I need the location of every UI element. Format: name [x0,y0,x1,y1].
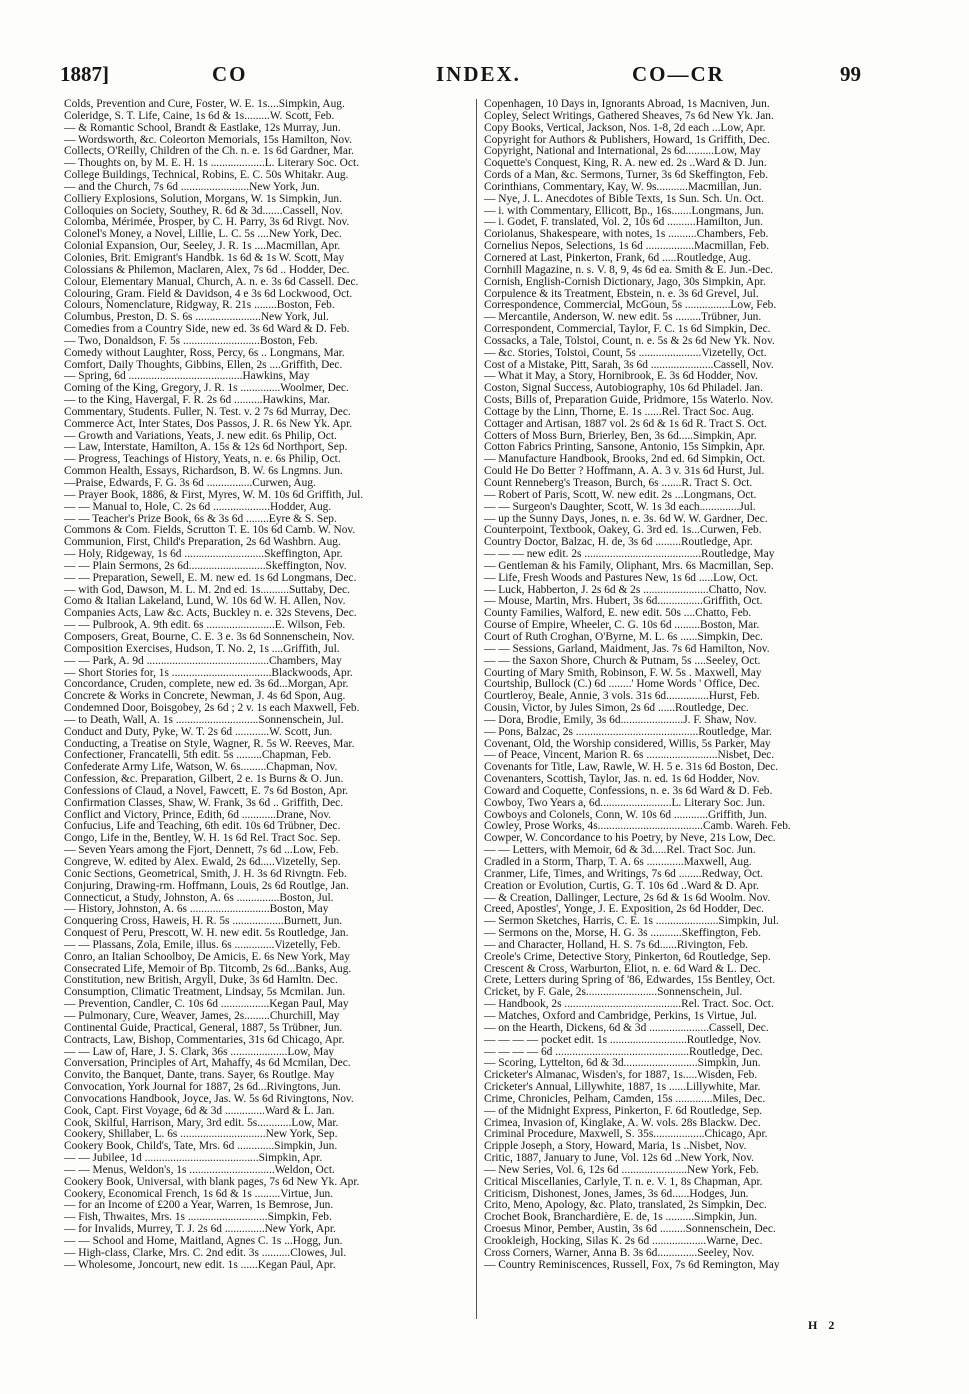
index-entry: Cords of a Man, &c. Sermons, Turner, 3s 6d Skeffington, Feb. [484,170,769,182]
index-entry: Coquette's Conquest, King, R. A. new ed. 2s ..Ward & D. Jun. [484,158,767,170]
index-entry: Consecrated Life, Memoir of Bp. Titcomb, 2s 6d...Banks, Aug. [64,963,352,975]
index-entry: — Gentleman & his Family, Oliphant, Mrs. 6s Macmillan, Sep. [484,560,774,572]
index-entry: — of Peace, Vincent, Marion R. 6s .........................Nisbet, Dec. [484,750,775,762]
index-entry: Copley, Select Writings, Gathered Sheaves, 7s 6d New Yk. Jan. [484,110,774,122]
index-entry: — — Plain Sermons, 2s 6d...........................Skeffington, Nov. [64,560,347,572]
index-entry: — Scoring, Lyttelton, 6d & 3d..........................Simpkin, Jun. [484,1058,761,1070]
index-entry: Country Doctor, Balzac, H. de, 3s 6d .........Routledge, Apr. [484,537,753,549]
index-entry: — Sermons on the, Morse, H. G. 3s ...........Skeffington, Feb. [484,928,761,940]
index-entry: Creole's Crime, Detective Story, Pinkerton, 6d Routledge, Sep. [484,951,771,963]
index-entry: Composers, Great, Bourne, C. E. 3 e. 3s 6d Sonnenschein, Nov. [64,631,355,643]
index-entry: Colonial Expansion, Our, Seeley, J. R. 1s ....Macmillan, Apr. [64,241,341,253]
index-entry: Cookery Book, Child's, Tate, Mrs. 6d .............Simpkin, Jun. [64,1141,338,1153]
index-entry: Colouring, Gram. Field & Davidson, 4 e 3s 6d Lockwood, Oct. [64,288,353,300]
index-entry: Composition Exercises, Hudson, T. No. 2, 1s ....Griffith, Jul. [64,643,340,655]
index-entry: Companies Acts, Law &c. Acts, Buckley n. e. 32s Stevens, Dec. [64,608,357,620]
index-entry: Cricket, by F. Gale, 2s.........................Sonnenschein, Jul. [484,987,743,999]
index-entry: — Luck, Habberton, J. 2s 6d & 2s .......................Chatto, Nov. [484,584,767,596]
index-entry: Crito, Meno, Apology, &c. Plato, translated, 2s Simpkin, Dec. [484,1200,767,1212]
index-entry: Columbus, Preston, D. S. 6s .......................New York, Jul. [64,312,329,324]
header-title: INDEX. [436,62,521,86]
index-entry: Cornish, English-Cornish Dictionary, Jago, 30s Simpkin, Apr. [484,276,766,288]
index-entry: Conquest of Peru, Prescott, W. H. new edit. 5s Routledge, Jan. [64,928,349,940]
index-entry: Conversation, Principles of Art, Mahaffy, 4s 6d Mcmilan, Dec. [64,1058,351,1070]
index-entry: Critic, 1887, January to June, Vol. 12s 6d ..New York, Nov. [484,1153,754,1165]
index-entry: Covenanters, Scottish, Taylor, Jas. n. ed. 1s 6d Hodder, Nov. [484,774,760,786]
index-entry: — Wholesome, Joncourt, new edit. 1s ......Kegan Paul, Apr. [64,1259,336,1271]
index-entry: — Thoughts on, by M. E. H. 1s ...................L. Literary Soc. Oct. [64,158,359,170]
index-entry: Communion, First, Child's Preparation, 2s 6d Washbrn. Aug. [64,537,341,549]
index-entry: Cornhill Magazine, n. s. V. 8, 9, 4s 6d ea. Smith & E. Jun.-Dec. [484,264,774,276]
index-entry: Como & Italian Lakeland, Lund, W. 10s 6d W. H. Allen, Nov. [64,596,346,608]
index-entry: — Fish, Thwaites, Mrs. 1s ............................Simpkin, Feb. [64,1212,332,1224]
index-entry: Cossacks, a Tale, Tolstoi, Count, n. e. 5s & 2s 6d New Yk. Nov. [484,335,775,347]
index-entry: — Wordsworth, &c. Coleorton Memorials, 15s Hamilton, Nov. [64,134,352,146]
index-entry: — — — new edit. 2s .........................................Routledge, May [484,549,775,561]
index-entry: Cookery Book, Universal, with blank pages, 7s 6d New Yk. Apr. [64,1176,360,1188]
header-page-number: 99 [840,62,861,86]
index-entry: — on the Hearth, Dickens, 6d & 3d .....................Cassell, Dec. [484,1022,769,1034]
index-entry: Cousin, Victor, by Jules Simon, 2s 6d ......Routledge, Dec. [484,703,749,715]
index-entry: — Prevention, Candler, C. 10s 6d .................Kegan Paul, May [64,999,349,1011]
index-entry: Crimea, Invasion of, Kinglake, A. W. vols. 28s Blackw. Dec. [484,1117,761,1129]
index-entry: — Pulmonary, Cure, Weaver, James, 2s.........Churchill, May [64,1010,340,1022]
index-entry: Creation or Evolution, Curtis, G. T. 10s 6d ..Ward & D. Apr. [484,880,759,892]
index-entry: — & Romantic School, Brandt & Eastlake, 12s Murray, Jun. [64,122,341,134]
index-entry: Costs, Bills of, Preparation Guide, Pridmore, 15s Waterlo. Nov. [484,395,774,407]
index-entry: — Prayer Book, 1886, & First, Myres, W. M. 10s 6d Griffith, Jul. [64,489,364,501]
index-entry: Collects, O'Reilly, Children of the Ch. n. e. 1s 6d Gardner, Mar. [64,146,355,158]
index-entry: Creed, Apostles', Yonge, J. E. Exposition, 2s 6d Hodder, Dec. [484,904,765,916]
index-entry: — — Park, A. 9d ...........................................Chambers, May [64,655,342,667]
index-entry: Cricketer's Almanac, Wisden's, for 1887, 1s.....Wisden, Feb. [484,1070,758,1082]
index-entry: — and Character, Holland, H. S. 7s 6d......Rivington, Feb. [484,939,749,951]
index-entry: Confessions of Claud, a Novel, Fawcett, E. 7s 6d Boston, Apr. [64,785,349,797]
index-entry: — with God, Dawson, M. L. M. 2nd ed. 1s..........Suttaby, Dec. [64,584,350,596]
index-entry: — History, Johnston, A. 6s ............................Boston, May [64,904,329,916]
index-entry: Conjuring, Drawing-rm. Hoffmann, Louis, 2s 6d Routlge, Jan. [64,880,349,892]
index-entry: Courtleroy, Beale, Annie, 3 vols. 31s 6d...............Hurst, Feb. [484,691,760,703]
index-entry: Confucius, Life and Teaching, 6th edit. 10s 6d Trübner, Dec. [64,821,341,833]
index-entry: Crescent & Cross, Warburton, Eliot, n. e. 6d Ward & L. Dec. [484,963,761,975]
column-divider [476,99,477,1319]
index-entry: Constitution, new British, Argyll, Duke, 3s 6d Hamltn. Dec. [64,975,338,987]
index-entry: — — Law of, Hare, J. S. Clark, 36s ....................Low, May [64,1046,335,1058]
index-entry: — — Letters, with Memoir, 6d & 3d.....Rel. Tract Soc. Jun. [484,845,756,857]
index-entry: Conro, an Italian Schoolboy, De Amicis, E. 6s New York, May [64,951,350,963]
index-entry: Colours, Nomenclature, Ridgway, R. 21s ........Boston, Feb. [64,300,335,312]
index-entry: — up the Sunny Days, Jones, n. e. 3s. 6d W. W. Gardner, Dec. [484,513,768,525]
index-entry: — High-class, Clarke, Mrs. C. 2nd edit. 3s ..........Clowes, Jul. [64,1247,347,1259]
index-entry: Commons & Com. Fields, Scrutton T. E. 10s 6d Camb. W. Nov. [64,525,356,537]
index-entry: Concordance, Cruden, complete, new ed. 3s 6d...Morgan, Apr. [64,679,349,691]
index-entry: — — Preparation, Sewell, E. M. new ed. 1s 6d Longmans, Dec. [64,572,357,584]
index-entry: County Families, Walford, E. new edit. 50s ....Chatto, Feb. [484,608,752,620]
index-entry: Comfort, Daily Thoughts, Gibbins, Ellen, 2s ....Griffith, Dec. [64,359,343,371]
index-entry: — — Pulbrook, A. 9th edit. 6s ........................E. Wilson, Feb. [64,620,346,632]
index-entry: Colomba, Mérimée, Prosper, by C. H. Parry, 3s 6d Rivgt. Nov. [64,217,350,229]
index-entry: Corinthians, Commentary, Kay, W. 9s...........Macmillan, Jun. [484,181,762,193]
index-entry: Cowboys and Colonels, Conn, W. 10s 6d ............Griffith, Jun. [484,809,767,821]
index-entry: Copyright, National and International, 2s 6d..........Low, May [484,146,761,158]
index-entry: Crete, Letters during Spring of '86, Edwardes, 15s Bentley, Oct. [484,975,776,987]
index-entry: Convocations Handbook, Joyce, Jas. W. 5s 6d Rivingtons, Nov. [64,1093,354,1105]
index-entry: Cottager and Artisan, 1887 vol. 2s 6d & 1s 6d R. Tract S. Oct. [484,418,767,430]
index-entry: Congreve, W. edited by Alex. Ewald, 2s 6d.....Vizetelly, Sep. [64,857,341,868]
index-entry: Counterpoint, Textbook, Oakey, G. 3rd ed. 1s...Curwen, Feb. [484,525,762,537]
index-entry: — Two, Donaldson, F. 5s ...........................Boston, Feb. [64,335,318,347]
index-entry: Cotton Fabrics Printing, Sansone, Antonio, 15s Simpkin, Apr. [484,442,765,454]
index-entry: Convocation, York Journal for 1887, 2s 6d...Rivingtons, Jun. [64,1082,341,1094]
index-entry: Cowper, W. Concordance to his Poetry, by Neve, 21s Low, Dec. [484,833,776,845]
index-entry: Consumption, Climatic Treatment, Lindsay, 5s Mcmilan. Jun. [64,987,346,999]
index-entry: Cookery, Shillaber, L. 6s ..............................New York, Sep. [64,1129,338,1141]
index-entry: — Life, Fresh Woods and Pastures New, 1s 6d .....Low, Oct. [484,572,759,584]
index-entry: Corpulence & its Treatment, Ebstein, n. e. 3s 6d Grevel, Jul. [484,288,759,300]
index-entry: Concrete & Works in Concrete, Newman, J. 4s 6d Spon, Aug. [64,691,346,703]
index-entry: — — the Saxon Shore, Church & Putnam, 5s ....Seeley, Oct. [484,655,761,667]
index-entry: Criminal Procedure, Maxwell, S. 35s..................Chicago, Apr. [484,1129,768,1141]
index-entry: — Law, Interstate, Hamilton, A. 15s & 12s 6d Northport, Sep. [64,442,348,454]
index-entry: — Spring, 6d ........................................Hawkins, May [64,371,310,383]
index-entry: — &c. Stories, Tolstoi, Count, 5s ......................Vizetelly, Oct. [484,347,767,359]
index-entry: Colds, Prevention and Cure, Foster, W. E. 1s....Simpkin, Aug. [64,99,345,110]
index-entry: — Manufacture Handbook, Brooks, 2nd ed. 6d Simpkin, Oct. [484,454,766,466]
index-entry: Conic Sections, Geometrical, Smith, J. H. 3s 6d Rivngtn. Feb. [64,868,347,880]
index-entry: College Buildings, Technical, Robins, E. C. 50s Whitakr. Aug. [64,170,349,182]
index-entry: Cook, Capt. First Voyage, 6d & 3d ..............Ward & L. Jan. [64,1105,335,1117]
index-entry: Cotters of Moss Burn, Brierley, Ben, 3s 6d.....Simpkin, Apr. [484,430,757,442]
index-entry: — Growth and Variations, Yeats, J. new edit. 6s Philip, Oct. [64,430,337,442]
index-entry: Copenhagen, 10 Days in, Ignorants Abroad, 1s Macniven, Jun. [484,99,770,110]
index-entry: — and the Church, 7s 6d ........................New York, Jun. [64,181,320,193]
index-entry: — i. with Commentary, Ellicott, Bp., 16s.......Longmans, Jun. [484,205,764,217]
index-entry: — to Death, Wall, A. 1s .............................Sonnenschein, Jul. [64,714,344,726]
index-entry: Coriolanus, Shakespeare, with notes, 1s ..........Chambers, Feb. [484,229,769,241]
index-entry: Cook, Skilful, Harrison, Mary, 3rd edit. 5s............Low, Mar. [64,1117,339,1129]
left-column [64,99,472,1272]
index-entry: Cricketer's Annual, Lillywhite, 1887, 1s ......Lillywhite, Mar. [484,1082,761,1094]
index-entry: Cowley, Prose Works, 4s.....................................Camb. Wareh. Feb. [484,821,791,833]
header-section-range: CO—CR [632,62,725,86]
index-entry: Count Renneberg's Treason, Burch, 6s .......R. Tract S. Oct. [484,478,753,489]
index-entry: Congo, Life in the, Bentley, W. H. 1s 6d Rel. Tract Soc. Sep. [64,833,341,845]
index-entry: Crime, Chronicles, Pelham, Camden, 15s .............Miles, Dec. [484,1093,766,1105]
index-entry: — & Creation, Dallinger, Lecture, 2s 6d & 1s 6d Woolm. Nov. [484,892,771,904]
index-entry: — Dora, Brodie, Emily, 3s 6d......................J. F. Shaw, Nov. [484,714,757,726]
index-entry: — Mouse, Martin, Mrs. Hubert, 3s 6d................Griffith, Oct. [484,596,763,608]
index-entry: — — Sessions, Garland, Maidment, Jas. 7s 6d Hamilton, Nov. [484,643,770,655]
index-entry: — — — — 6d ...............................................Routledge, Dec. [484,1046,763,1058]
index-entry: Cross Corners, Warner, Anna B. 3s 6d..............Seeley, Nov. [484,1247,755,1259]
index-entry: — — Teacher's Prize Book, 6s & 3s 6d ........Eyre & S. Sep. [64,513,337,525]
index-entry: — — Plassans, Zola, Emile, illus. 6s ..............Vizetelly, Feb. [64,939,341,951]
index-entry: Cranmer, Life, Times, and Writings, 7s 6d ........Redway, Oct. [484,868,764,880]
index-entry: Confession, &c. Preparation, Gilbert, 2 e. 1s Burns & O. Jun. [64,774,344,786]
index-entry: Condemned Door, Boisgobey, 2s 6d ; 2 v. 1s each Maxwell, Feb. [64,703,360,715]
index-entry: — Handbook, 2s .........................................Rel. Tract. Soc. Oct. [484,999,774,1011]
index-entry: Covenants for Title, Law, Rawle, W. H. 5 e. 31s 6d Boston, Dec. [484,762,779,774]
index-entry: Coward and Coquette, Confessions, n. e. 3s 6d Ward & D. Feb. [484,785,773,797]
index-entry: Coston, Signal Success, Autobiography, 10s 6d Philadel. Jan. [484,383,763,395]
index-entry: Cradled in a Storm, Tharp, T. A. 6s .............Maxwell, Aug. [484,857,752,868]
index-entry: Colloquies on Society, Southey, R. 6d & 3d.......Cassell, Nov. [64,205,343,217]
index-entry: Cornelius Nepos, Selections, 1s 6d .................Macmillan, Feb. [484,241,770,253]
index-entry: Conflict and Victory, Prince, Edith, 6d ............Drane, Nov. [64,809,332,821]
index-entry: Convito, the Banquet, Dante, trans. Sayer, 6s Routlge. May [64,1070,335,1082]
index-entry: — Sermon Sketches, Harris, C. E. 1s ......................Simpkin, Jul. [484,916,779,928]
index-entry: Confederate Army Life, Watson, W. 6s.........Chapman, Nov. [64,762,338,774]
index-entry: — i. Godet, F. translated, Vol. 2, 10s 6d ..........Hamilton, Jun. [484,217,763,229]
index-entry: Colossians & Philemon, Maclaren, Alex, 7s 6d .. Hodder, Dec. [64,264,350,276]
index-entry: Criticism, Dishonest, Jones, James, 3s 6d......Hodges, Jun. [484,1188,749,1200]
index-entry: —Praise, Edwards, F. G. 3s 6d ................Curwen, Aug. [64,478,316,489]
index-entry: — for Invalids, Murrey, T. J. 2s 6d ..............New York, Apr. [64,1224,336,1236]
index-entry: Correspondence, Commercial, McGoun, 5s ................Low, Feb. [484,300,777,312]
index-entry: Crochet Book, Branchardière, E. de, 1s ..........Simpkin, Jun. [484,1212,758,1224]
index-entry: Cottage by the Linn, Thorne, E. 1s ......Rel. Tract Soc. Aug. [484,406,754,418]
index-entry: — Holy, Ridgeway, 1s 6d ............................Skeffington, Apr. [64,549,343,561]
right-column [484,99,892,1272]
index-entry: — Nye, J. L. Anecdotes of Bible Texts, 1s Sun. Sch. Un. Oct. [484,193,764,205]
index-entry: — for an Income of £200 a Year, Warren, 1s Bemrose, Jun. [64,1200,334,1212]
index-entry: Continental Guide, Practical, General, 1887, 5s Trübner, Jun. [64,1022,343,1034]
index-entry: Coming of the King, Gregory, J. R. 1s ..............Woolmer, Dec. [64,383,349,395]
index-entry: — — Surgeon's Daughter, Scott, W. 1s 3d each..............Jul. [484,501,756,513]
index-entry: Common Health, Essays, Richardson, B. W. 6s Lngmns. Jun. [64,466,343,478]
index-entry: — — — — pocket edit. 1s ...........................Routledge, Nov. [484,1034,762,1046]
index-entry: Cowboy, Two Years a, 6d.........................L. Literary Soc. Jun. [484,797,766,809]
index-entry: — New Series, Vol. 6, 12s 6d .......................New York, Feb. [484,1164,759,1176]
index-entry: Cost of a Mistake, Pitt, Sarah, 3s 6d ......................Cassell, Nov. [484,359,774,371]
index-entry: Court of Ruth Croghan, O'Byrne, M. L. 6s ......Simpkin, Dec. [484,631,763,643]
index-entry: Coleridge, S. T. Life, Caine, 1s 6d & 1s.........W. Scott, Feb. [64,110,335,122]
index-entry: Confirmation Classes, Shaw, W. Frank, 3s 6d .. Griffith, Dec. [64,797,344,809]
index-entry: Courting of Mary Smith, Robinson, F. W. 5s . Maxwell, May [484,667,762,679]
index-entry: — — Manual to, Hole, C. 2s 6d ....................Hodder, Aug. [64,501,332,513]
index-entry: Confectioner, Francatelli, 5th edit. 5s .........Chapman, Feb. [64,750,332,762]
index-entry: Copy Books, Vertical, Jackson, Nos. 1-8, 2d each ...Low, Apr. [484,122,766,134]
index-entry: — Mercantile, Anderson, W. new edit. 5s .........Trübner, Jun. [484,312,762,324]
index-entry: Cornered at Last, Pinkerton, Frank, 6d .....Routledge, Aug. [484,252,751,264]
index-entry: Courtship, Bullock (C.) 6d ........' Home Words ' Office, Dec. [484,679,760,691]
index-entry: — — School and Home, Maitland, Agnes C. 1s ...Hogg, Jun. [64,1236,343,1247]
index-entry: — Robert of Paris, Scott, W. new edit. 2s ...Longmans, Oct. [484,489,757,501]
index-entry: Conduct and Duty, Pyke, W. T. 2s 6d ............W. Scott, Jun. [64,726,333,738]
page-header [60,62,880,90]
index-entry: Covenant, Old, the Worship considered, Willis, 5s Parker, May [484,738,771,750]
index-entry: — Country Reminiscences, Russell, Fox, 7s 6d Remington, May [484,1259,780,1271]
index-entry: Colour, Elementary Manual, Church, A. n. e. 3s 6d Cassell. Dec. [64,276,359,288]
index-entry: Course of Empire, Wheeler, C. G. 10s 6d .........Boston, Mar. [484,620,760,632]
index-entry: Cookery, Economical French, 1s 6d & 1s .........Virtue, Jun. [64,1188,334,1200]
index-entry: Could He Do Better ? Hoffmann, A. A. 3 v. 31s 6d Hurst, Jul. [484,466,765,478]
index-entry: Commerce Act, Inter States, Dos Passos, J. R. 6s New Yk. Apr. [64,418,353,430]
index-entry: Copyright for Authors & Publishers, Howard, 1s Griffith, Dec. [484,134,770,146]
index-entry: Critical Miscellanies, Carlyle, T. n. e. V. 1, 8s Chapman, Apr. [484,1176,763,1188]
index-entry: — Short Stories for, 1s ...................................Blackwoods, Apr. [64,667,353,679]
index-entry: — of the Midnight Express, Pinkerton, F. 6d Routledge, Sep. [484,1105,763,1117]
header-year: 1887] [60,62,109,86]
index-entry: — — Menus, Weldon's, 1s ..............................Weldon, Oct. [64,1164,335,1176]
index-entry: — to the King, Havergal, F. R. 2s 6d ..........Hawkins, Mar. [64,395,330,407]
index-entry: Commentary, Students. Fuller, N. Test. v. 2 7s 6d Murray, Dec. [64,406,351,418]
signature-mark: H 2 [808,1318,839,1332]
index-entry: Conducting, a Treatise on Style, Wagner, R. 5s W. Reeves, Mar. [64,738,355,750]
index-entry: — — Jubilee, 1d ........................................Simpkin, Apr. [64,1153,323,1165]
index-entry: Contracts, Law, Bishop, Commentaries, 31s 6d Chicago, Apr. [64,1034,345,1046]
index-entry: Comedy without Laughter, Ross, Percy, 6s .. Longmans, Mar. [64,347,345,359]
index-entry: Correspondent, Commercial, Taylor, F. C. 1s 6d Simpkin, Dec. [484,324,771,336]
index-entry: — Progress, Teachings of History, Yeats, n. e. 6s Philip, Oct. [64,454,341,466]
index-entry: Connecticut, a Study, Johnston, A. 6s ...............Boston, Jul. [64,892,334,904]
index-entry: — Pons, Balzac, 2s ...........................................Routledge, Mar. [484,726,772,738]
index-entry: Colliery Explosions, Solution, Morgans, W. 1s Simpkin, Jun. [64,193,342,205]
index-entry: Cripple Joseph, a Story, Howard, Maria, 1s ..Nisbet, Nov. [484,1141,747,1153]
index-entry: Conquering Cross, Haweis, H. R. 5s ..................Burnett, Jun. [64,916,343,928]
index-entry: — What it May, a Story, Hornibrook, E. 3s 6d Hodder, Nov. [484,371,758,383]
index-entry: Colonies, Brit. Emigrant's Handbk. 1s 6d & 1s W. Scott, May [64,252,345,264]
index-entry: — Matches, Oxford and Cambridge, Perkins, 1s Virtue, Jul. [484,1010,757,1022]
index-entry: — Seven Years among the Fjort, Dennett, 7s 6d ...Low, Feb. [64,845,339,857]
index-entry: Croesus Minor, Pember, Austin, 3s 6d .........Sonnenschein, Dec. [484,1224,776,1236]
header-section-left: CO [212,62,248,86]
index-entry: Colonel's Money, a Novel, Lillie, L. C. 5s ....New York, Dec. [64,229,342,241]
index-entry: Crookleigh, Hocking, Silas K. 2s 6d ...................Warne, Dec. [484,1236,763,1247]
index-entry: Comedies from a Country Side, new ed. 3s 6d Ward & D. Feb. [64,324,350,336]
